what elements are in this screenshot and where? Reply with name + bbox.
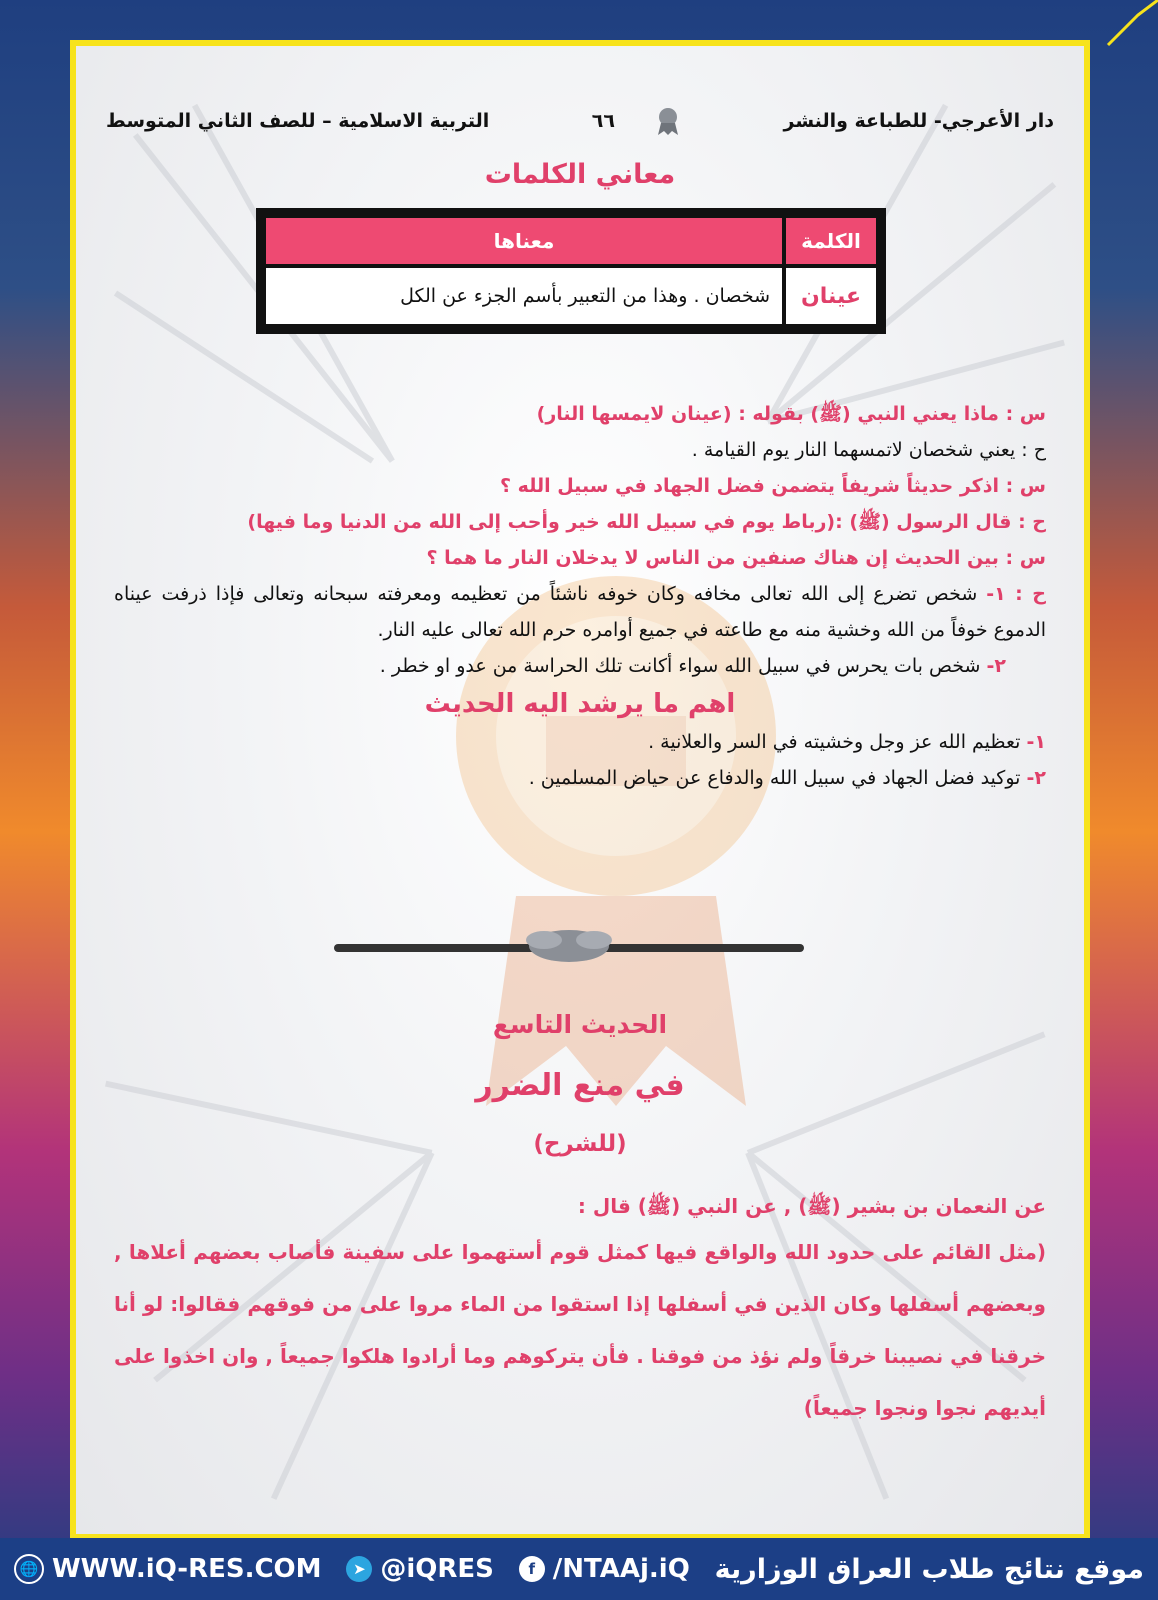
vocabulary-table — [256, 208, 886, 334]
guidance-item-text: تعظيم الله عز وجل وخشيته في السر والعلانية . — [648, 731, 1021, 753]
website-text: WWW.iQ-RES.COM — [52, 1554, 322, 1584]
answer-2: ح : قال الرسول (ﷺ) :(رباط يوم في سبيل الله خير وأحب إلى الله من الدنيا وما فيها) — [247, 511, 1046, 533]
question-2: س : اذكر حديثاً شريفاً يتضمن فضل الجهاد في سبيل الله ؟ — [500, 475, 1046, 497]
site-name: موقع نتائج طلاب العراق الوزارية — [714, 1553, 1144, 1585]
footer-bar — [0, 1538, 1158, 1600]
question-1: س : ماذا يعني النبي (ﷺ) بقوله : (عينان لايمسها النار) — [536, 403, 1046, 425]
answer-3-part-2 — [114, 648, 1046, 684]
guidance-item-lead: ٢- — [1026, 767, 1046, 789]
answer-3-lead: ح : ١- — [986, 583, 1046, 605]
telegram-link[interactable] — [346, 1554, 494, 1584]
guidance-item-text: توكيد فضل الجهاد في سبيل الله والدفاع عن حياض المسلمين . — [528, 767, 1021, 789]
guidance-item-lead: ١- — [1026, 731, 1046, 753]
telegram-text: @iQRES — [380, 1554, 494, 1584]
page-header — [106, 101, 1054, 141]
telegram-icon: ➤ — [346, 1556, 372, 1582]
page-number: ٦٦ — [591, 110, 615, 132]
ribbon-badge-icon — [655, 107, 681, 135]
cell-meaning: شخصان . وهذا من التعبير بأسم الجزء عن الكل — [266, 268, 782, 324]
section-subtitle: في منع الضرر — [475, 1068, 685, 1103]
section-title: الحديث التاسع — [492, 1010, 668, 1039]
facebook-link[interactable] — [519, 1554, 690, 1584]
question-3: س : بين الحديث إن هناك صنفين من الناس لا يدخلان النار ما هما ؟ — [426, 547, 1046, 569]
hadith-narrator: عن النعمان بن بشير (ﷺ) , عن النبي (ﷺ) قال : — [577, 1194, 1046, 1218]
guidance-item — [114, 724, 1046, 760]
guidance-item — [114, 760, 1046, 796]
hadith-block — [114, 1186, 1046, 1434]
publisher-name: دار الأعرجي- للطباعة والنشر — [783, 110, 1054, 132]
facebook-text: /NTAAj.iQ — [552, 1554, 690, 1584]
column-header-meaning: معناها — [266, 218, 782, 264]
website-link[interactable] — [14, 1554, 322, 1584]
cell-word: عينان — [786, 268, 876, 324]
answer-3-text: شخص تضرع إلى الله تعالى مخافه وكان خوفه ناشئاً من تعظيمه ومعرفته سبحانه وتعالى فإذا ذرفت عيناه الدموع خوفاً من الله وخشية منه مع طاعته في جميع أوامره حرم الله تعالى عليه النار. — [114, 583, 1046, 641]
page — [70, 40, 1090, 1540]
answer-3 — [114, 576, 1046, 648]
answer-3-2-lead: ٢- — [986, 655, 1006, 677]
questions-answers — [114, 396, 1046, 796]
ornamental-divider — [334, 926, 804, 970]
table-row — [266, 268, 876, 324]
hadith-text: (مثل القائم على حدود الله والواقع فيها كمثل قوم أستهموا على سفينة فأصاب بعضهم أعلاها , وبعضهم أسفلها وكان الذين في أسفلها إذا استقوا من الماء مروا على من فوقهم فقالوا: لو أنا خرقنا في نصيبنا خرقاً ولم نؤذ من فوقنا . فأن يتركوهم وما أرادوا هلكوا جميعاً , وان اخذوا على أيديهم نجوا ونجوا جميعاً) — [114, 1240, 1046, 1420]
column-header-word: الكلمة — [786, 218, 876, 264]
guidance-heading: اهم ما يرشد اليه الحديث — [424, 689, 736, 719]
section-note: (للشرح) — [533, 1131, 627, 1157]
page-title: معاني الكلمات — [484, 159, 676, 190]
answer-1: ح : يعني شخصان لاتمسهما النار يوم القيامة . — [691, 439, 1046, 461]
globe-icon: 🌐 — [14, 1554, 44, 1584]
subject-title: التربية الاسلامية – للصف الثاني المتوسط — [106, 110, 490, 132]
answer-3-2-text: شخص بات يحرس في سبيل الله سواء أكانت تلك الحراسة من عدو او خطر . — [379, 655, 981, 677]
facebook-icon: f — [519, 1556, 545, 1582]
